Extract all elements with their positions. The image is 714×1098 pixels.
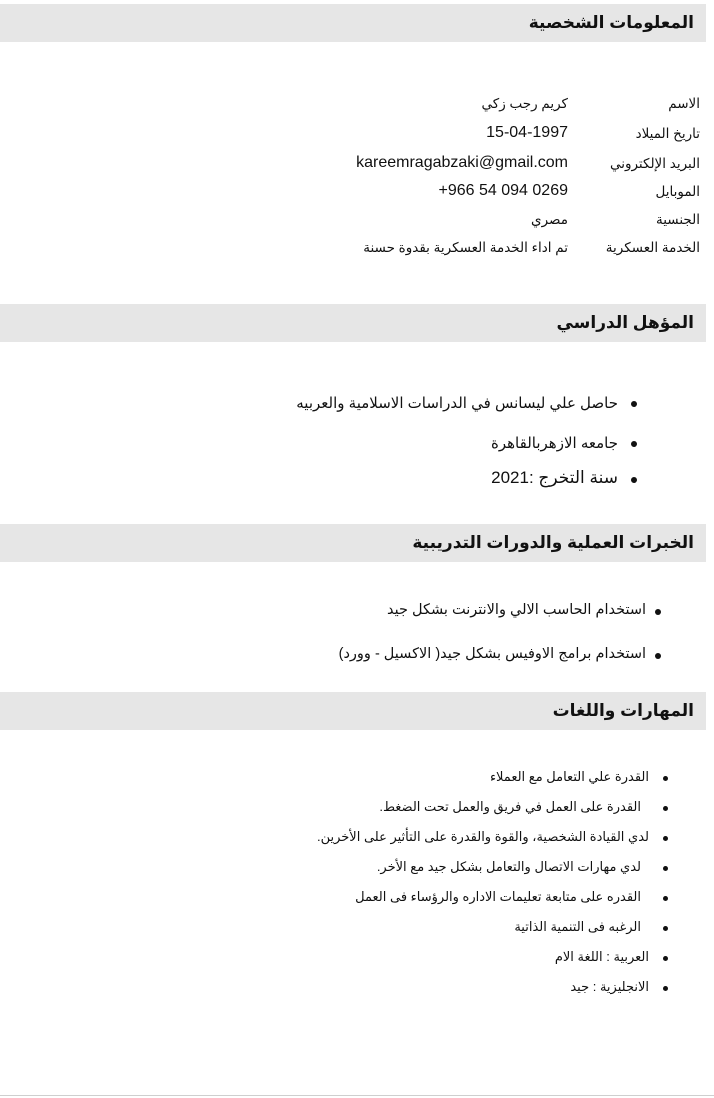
section-header-personal — [0, 4, 706, 42]
info-label: تاريخ الميلاد — [635, 126, 700, 141]
section-title-personal: المعلومات الشخصية — [528, 13, 694, 32]
bullet-icon — [663, 956, 668, 961]
info-label: الاسم — [668, 96, 700, 111]
list-item-text: سنة التخرج :2021 — [491, 468, 618, 487]
info-value: كريم رجب زكي — [481, 96, 568, 111]
section-title-skills: المهارات واللغات — [552, 701, 694, 720]
list-item — [0, 392, 714, 416]
list-item — [0, 856, 714, 880]
list-item — [0, 916, 714, 940]
list-item — [0, 644, 714, 668]
list-item-text: القدره على متابعة تعليمات الاداره والرؤساء فى العمل — [355, 889, 641, 904]
info-value: 15-04-1997 — [486, 124, 568, 141]
bullet-icon — [663, 836, 668, 841]
list-item — [0, 976, 714, 1000]
bullet-icon — [631, 401, 637, 407]
info-row-military-service — [0, 240, 714, 266]
info-value: kareemragabzaki@gmail.com — [356, 154, 568, 171]
bullet-icon — [655, 609, 661, 615]
list-item-text: العربية : اللغة الام — [554, 949, 649, 964]
list-item-text: القدرة علي التعامل مع العملاء — [489, 769, 649, 784]
list-item — [0, 766, 714, 790]
section-title-experience: الخبرات العملية والدورات التدريبية — [412, 533, 694, 552]
list-item-text: استخدام الحاسب الالي والانترنت بشكل جيد — [387, 602, 646, 618]
info-row-email — [0, 156, 714, 182]
list-item-text: استخدام برامج الاوفيس بشكل جيد( الاكسيل - وورد) — [338, 646, 646, 662]
info-label: الخدمة العسكرية — [605, 240, 700, 255]
section-header-education — [0, 304, 706, 342]
bullet-icon — [655, 653, 661, 659]
bullet-icon — [663, 776, 668, 781]
info-value: مصري — [531, 212, 568, 227]
info-row-mobile — [0, 184, 714, 210]
section-header-skills — [0, 692, 706, 730]
section-title-education: المؤهل الدراسي — [556, 313, 694, 332]
info-row-name — [0, 96, 714, 122]
list-item — [0, 468, 714, 492]
list-item — [0, 796, 714, 820]
list-item-text: الانجليزية : جيد — [570, 979, 649, 994]
list-item-text: حاصل علي ليسانس في الدراسات الاسلامية والعربيه — [296, 395, 618, 412]
info-row-nationality — [0, 212, 714, 238]
list-item-text: القدرة على العمل في فريق والعمل تحت الضغط. — [379, 799, 641, 814]
bullet-icon — [663, 986, 668, 991]
list-item-text: لدي القيادة الشخصية، والقوة والقدرة على التأثير على الأخرين. — [316, 829, 649, 844]
info-label: البريد الإلكتروني — [609, 156, 700, 171]
bullet-icon — [663, 866, 668, 871]
bullet-icon — [663, 806, 668, 811]
list-item — [0, 432, 714, 456]
info-value: +966 54 094 0269 — [438, 182, 568, 199]
list-item-text: الرغبه فى التنمية الذاتية — [514, 919, 641, 934]
bullet-icon — [631, 441, 637, 447]
info-label: الموبايل — [655, 184, 700, 199]
bullet-icon — [663, 896, 668, 901]
bullet-icon — [663, 926, 668, 931]
info-value: تم اداء الخدمة العسكرية بقدوة حسنة — [363, 240, 568, 255]
bullet-icon — [631, 477, 637, 483]
section-header-experience — [0, 524, 706, 562]
info-row-birthdate — [0, 126, 714, 152]
list-item — [0, 826, 714, 850]
list-item — [0, 886, 714, 910]
list-item-text: لدي مهارات الاتصال والتعامل بشكل جيد مع الأخر. — [376, 859, 641, 874]
list-item-text: جامعه الازهربالقاهرة — [491, 435, 618, 452]
list-item — [0, 600, 714, 624]
info-label: الجنسية — [655, 212, 700, 227]
page-bottom-divider — [0, 1095, 714, 1096]
list-item — [0, 946, 714, 970]
